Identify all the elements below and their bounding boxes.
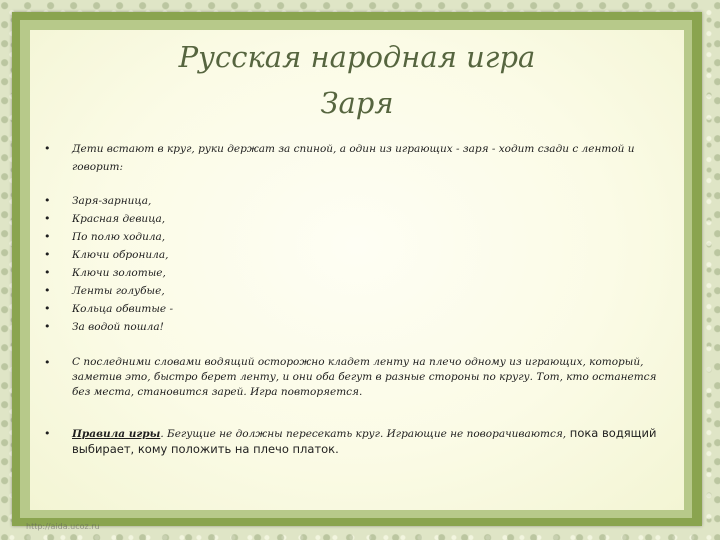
rules-list <box>44 426 674 458</box>
verse-line: • Заря-зарница, <box>44 192 674 210</box>
slide-title <box>30 34 684 126</box>
verse-line: • Ленты голубые, <box>44 282 674 300</box>
rules-item <box>44 426 674 458</box>
description-item: • С последними словами водящий осторожно кладет ленту на плечо одному из играющих, который, заметив это, быстро берет ленту, и они оба бегут в разные стороны по кругу. Тот, кто останется без места, становится зарей. Игра повторяется. <box>44 355 674 400</box>
rules-text-normal: пока водящий выбирает, кому положить на плечо платок. <box>72 426 657 456</box>
rules-label: Правила игры <box>72 428 161 440</box>
verse-line: • Кольца обвитые - <box>44 300 674 318</box>
slide <box>30 30 684 510</box>
slide-content <box>44 140 674 458</box>
rules-text-italic: . Бегущие не должны пересекать круг. Играющие не поворачиваются, <box>160 428 567 440</box>
verse-list <box>44 192 674 336</box>
title-line-2: Заря <box>320 86 394 120</box>
intro-item: • Дети встают в круг, руки держат за спиной, а один из играющих - заря - ходит сзади с лентой и говорит: <box>44 140 674 176</box>
verse-line: • Ключи золотые, <box>44 264 674 282</box>
verse-line: • Красная девица, <box>44 210 674 228</box>
verse-line: • Ключи обронила, <box>44 246 674 264</box>
verse-line: • По полю ходила, <box>44 228 674 246</box>
verse-line: • За водой пошла! <box>44 318 674 336</box>
description-list <box>44 355 674 400</box>
intro-list <box>44 140 674 176</box>
watermark-url: http://aida.ucoz.ru <box>26 522 100 531</box>
title-line-1: Русская народная игра <box>178 40 536 74</box>
